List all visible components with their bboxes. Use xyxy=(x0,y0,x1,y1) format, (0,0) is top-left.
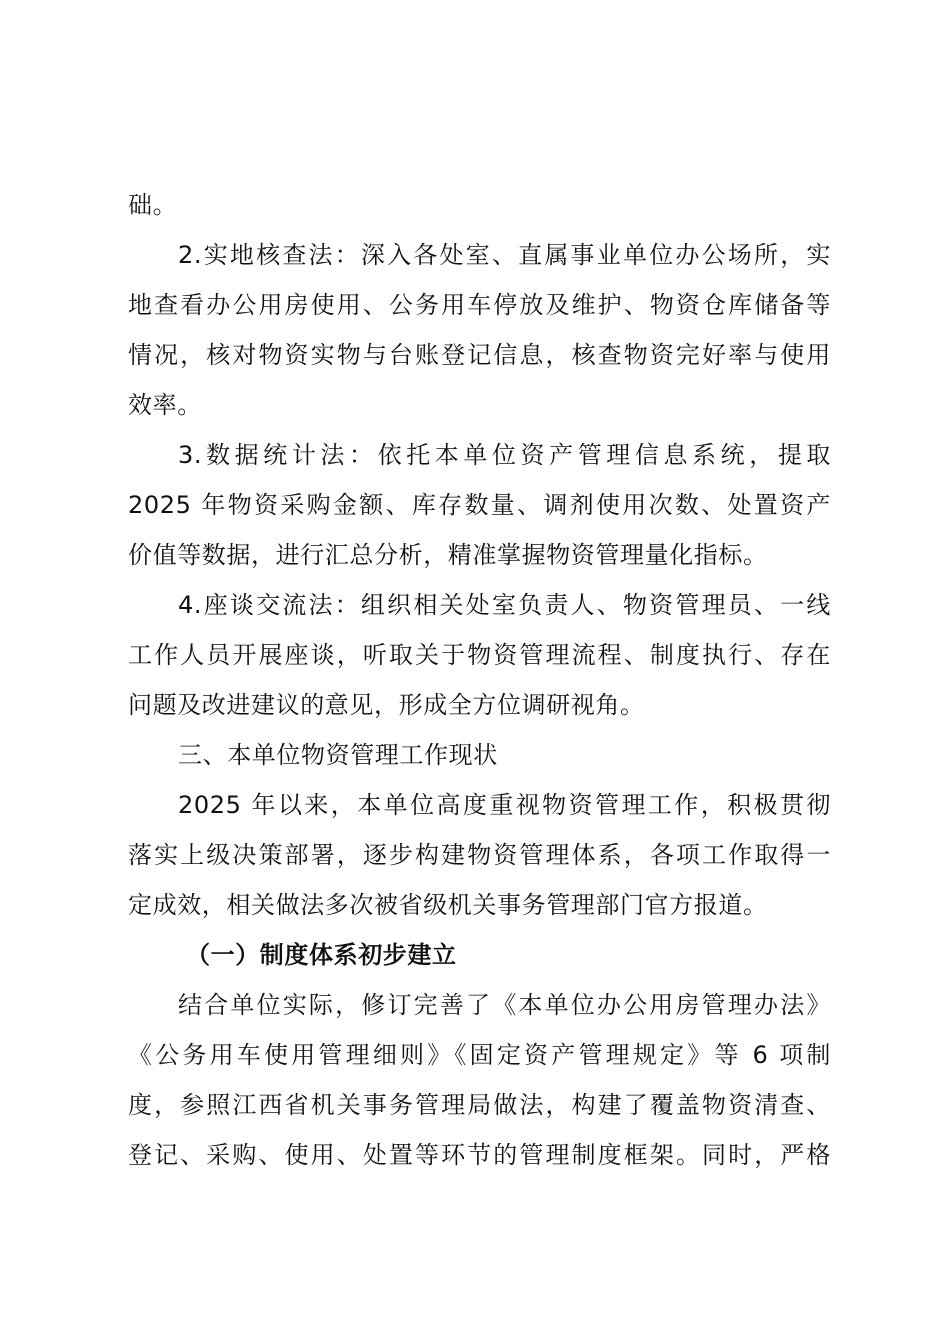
paragraph-line: 工作人员开展座谈，听取关于物资管理流程、制度执行、存在 xyxy=(128,641,831,669)
paragraph-line: 《公务用车使用管理细则》《固定资产管理规定》等 6 项制 xyxy=(128,1041,831,1069)
paragraph-line: 度，参照江西省机关事务管理局做法，构建了覆盖物资清查、 xyxy=(128,1091,831,1119)
paragraph-line: 落实上级决策部署，逐步构建物资管理体系，各项工作取得一 xyxy=(128,841,831,869)
paragraph-line: 础。 xyxy=(128,191,178,219)
paragraph-line: 4.座谈交流法：组织相关处室负责人、物资管理员、一线 xyxy=(178,591,831,619)
paragraph-line: 2025 年物资采购金额、库存数量、调剂使用次数、处置资产 xyxy=(128,491,831,519)
paragraph-line: 地查看办公用房使用、公务用车停放及维护、物资仓库储备等 xyxy=(128,291,831,319)
paragraph-line: 效率。 xyxy=(128,391,202,419)
paragraph-line: 价值等数据，进行汇总分析，精准掌握物资管理量化指标。 xyxy=(128,541,768,569)
paragraph-line: 结合单位实际，修订完善了《本单位办公用房管理办法》 xyxy=(178,991,831,1019)
paragraph-line: 2025 年以来，本单位高度重视物资管理工作，积极贯彻 xyxy=(178,791,831,819)
paragraph-line: 问题及改进建议的意见，形成全方位调研视角。 xyxy=(128,691,645,719)
paragraph-line: 3.数据统计法：依托本单位资产管理信息系统，提取 xyxy=(178,441,831,469)
subsection-heading: （一）制度体系初步建立 xyxy=(186,941,457,969)
section-heading: 三、本单位物资管理工作现状 xyxy=(178,741,498,769)
paragraph-line: 定成效，相关做法多次被省级机关事务管理部门官方报道。 xyxy=(128,891,768,919)
paragraph-line: 登记、采购、使用、处置等环节的管理制度框架。同时，严格 xyxy=(128,1141,831,1169)
paragraph-line: 情况，核对物资实物与台账登记信息，核查物资完好率与使用 xyxy=(128,341,831,369)
paragraph-line: 2.实地核查法：深入各处室、直属事业单位办公场所，实 xyxy=(178,241,831,269)
